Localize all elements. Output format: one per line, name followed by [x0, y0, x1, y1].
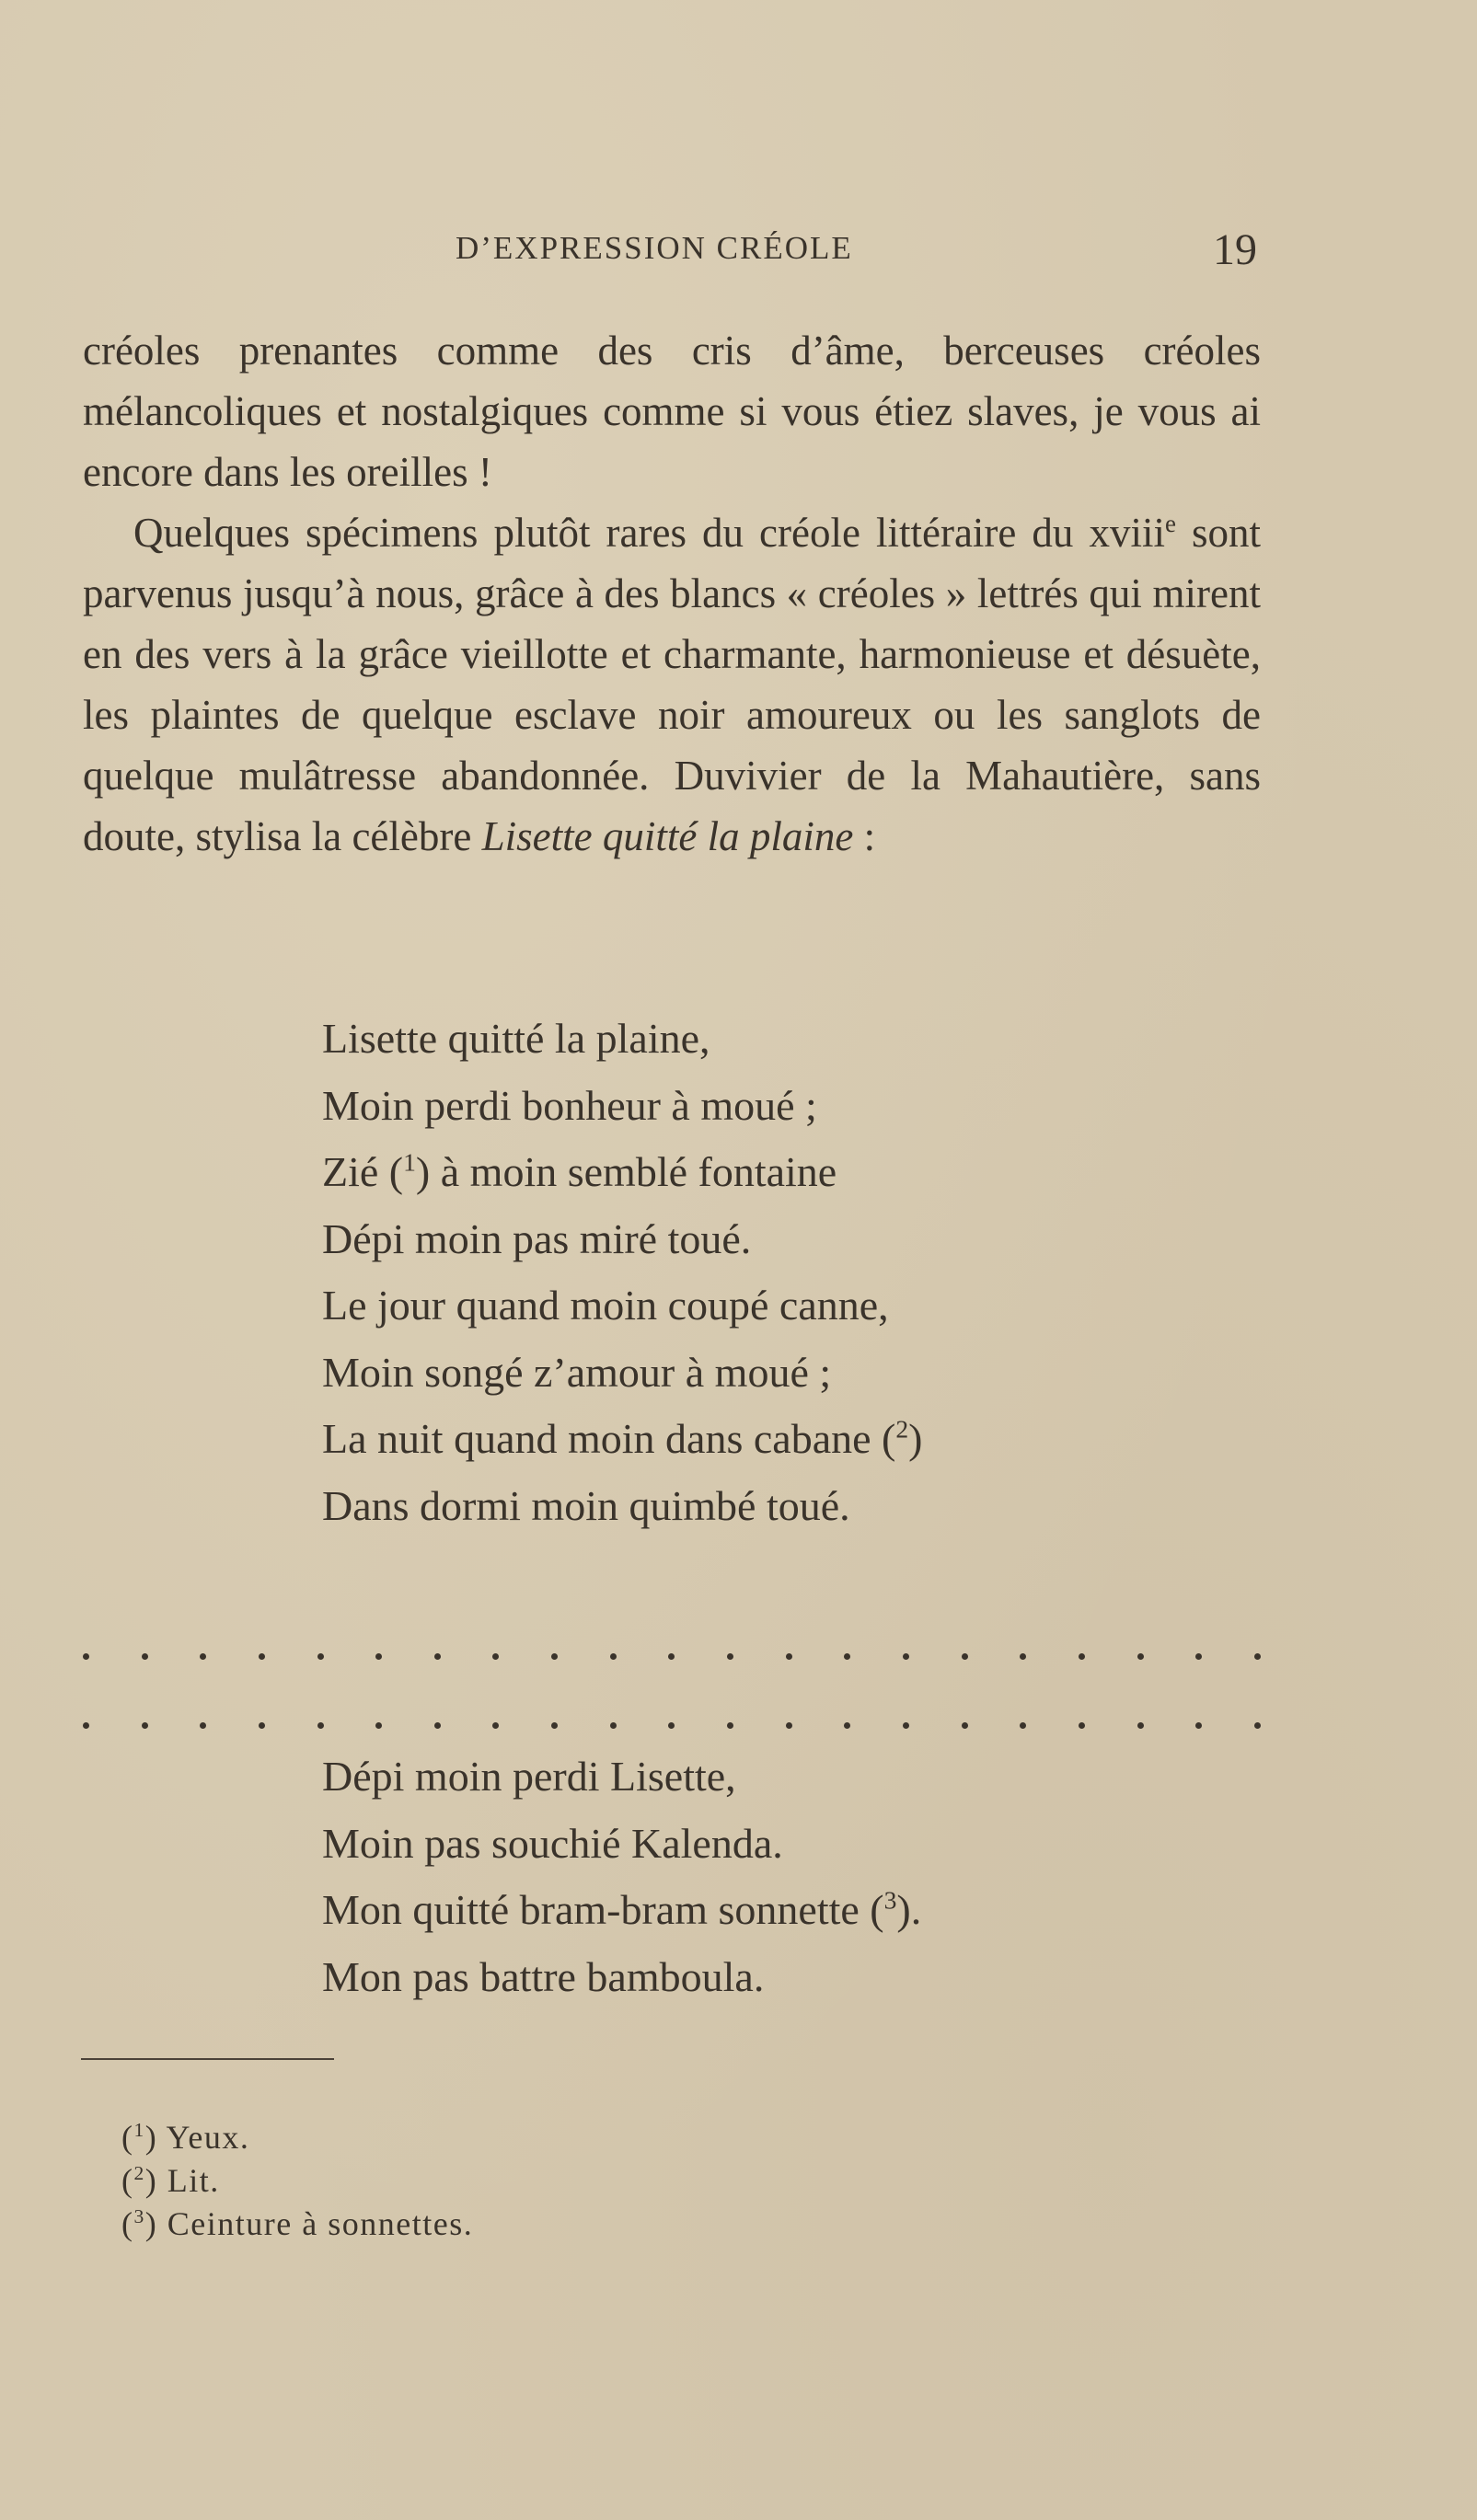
prose-body	[83, 320, 1261, 867]
verse-line: Dépi moin pas miré toué.	[322, 1214, 752, 1262]
dot	[903, 1653, 909, 1660]
dot	[200, 1653, 206, 1660]
dot	[786, 1722, 792, 1729]
verse-text: ) à moin semblé fontaine	[415, 1148, 837, 1195]
dot	[492, 1722, 499, 1729]
verse-line: Moin perdi bonheur à moué ;	[322, 1081, 817, 1129]
stanza-2	[322, 1743, 921, 2010]
footnote-mark: 3	[133, 2205, 145, 2227]
footnotes	[121, 2116, 473, 2246]
running-title: D’EXPRESSION CRÉOLE	[456, 230, 853, 266]
verse-line: Moin songé z’amour à moué ;	[322, 1348, 832, 1396]
dot	[1195, 1722, 1202, 1729]
paragraph-2-end: :	[853, 813, 876, 859]
dot	[142, 1722, 148, 1729]
footnote-mark: 1	[133, 2119, 145, 2141]
verse-text: ).	[896, 1886, 922, 1933]
verse-line: Mon pas battre bamboula.	[322, 1952, 765, 2000]
dot	[1079, 1653, 1085, 1660]
verse-line: Lisette quitté la plaine,	[322, 1015, 710, 1062]
omission-dots-row	[83, 1716, 1261, 1734]
footnote: ($^2$) Lit.	[121, 2162, 220, 2199]
paragraph-2-rest: sont parvenus jusqu’à nous, grâce à des blancs « créoles » lettrés qui mirent en des vers à la grâce vieillotte et charmante, harmonieuse et désuète, les plaintes de quelque esclave noir amoureux ou les sanglots de quelque mulâtresse abandonnée. Duvivier de la Mahautière, sans doute, stylisa la célèbre	[83, 510, 1261, 859]
dot	[903, 1722, 909, 1729]
footnote-mark: 2	[133, 2162, 145, 2184]
dot	[610, 1653, 617, 1660]
footnote-separator	[81, 2058, 334, 2060]
dot	[962, 1722, 968, 1729]
dot	[786, 1653, 792, 1660]
dot	[1195, 1653, 1202, 1660]
footnote-ref-2: 2	[895, 1414, 909, 1444]
footnote: ($^3$) Ceinture à sonnettes.	[121, 2205, 474, 2242]
dot	[1254, 1722, 1261, 1729]
dot	[962, 1653, 968, 1660]
dot	[551, 1653, 558, 1660]
dot	[259, 1653, 265, 1660]
dot	[1020, 1722, 1026, 1729]
dot	[1137, 1722, 1144, 1729]
footnote-ref-1: 1	[403, 1147, 416, 1177]
paragraph-1: créoles prenantes comme des cris d’âme, berceuses créoles mélancoliques et nostalgiques comme si vous étiez slaves, je vous ai encore dans les oreilles !	[83, 328, 1261, 495]
song-title: Lisette quitté la plaine	[481, 813, 854, 859]
dot	[1254, 1653, 1261, 1660]
dot	[492, 1653, 499, 1660]
dot	[551, 1722, 558, 1729]
verse-text: )	[908, 1415, 923, 1462]
paragraph-2	[83, 502, 1261, 867]
verse-line: Dans dormi moin quimbé toué.	[322, 1481, 850, 1529]
footnote-text: Yeux.	[166, 2119, 250, 2156]
dot	[375, 1722, 382, 1729]
dot	[727, 1653, 733, 1660]
verse-text: La nuit quand moin dans cabane (	[322, 1415, 896, 1462]
dot	[317, 1722, 324, 1729]
verse-line	[322, 1877, 921, 1944]
verse-line	[322, 1406, 922, 1473]
stanza-1	[322, 1006, 922, 1539]
dot	[83, 1653, 89, 1660]
dot	[375, 1653, 382, 1660]
footnote-text: Ceinture à sonnettes.	[167, 2205, 474, 2242]
dot	[434, 1722, 441, 1729]
dot	[434, 1653, 441, 1660]
verse-line: Le jour quand moin coupé canne,	[322, 1282, 889, 1329]
dot	[83, 1722, 89, 1729]
footnote-ref-3: 3	[883, 1885, 897, 1915]
dot	[1137, 1653, 1144, 1660]
paragraph-2-start: Quelques spécimens plutôt rares du créole littéraire du xviii	[133, 510, 1165, 556]
verse-line: Moin pas souchié Kalenda.	[322, 1819, 783, 1867]
dot	[1020, 1653, 1026, 1660]
omission-dots-row	[83, 1647, 1261, 1665]
dot	[844, 1653, 850, 1660]
running-head	[0, 225, 1477, 285]
century-superscript: e	[1164, 510, 1176, 537]
verse-line: Dépi moin perdi Lisette,	[322, 1753, 736, 1800]
dot	[142, 1653, 148, 1660]
dot	[727, 1722, 733, 1729]
dot	[668, 1722, 675, 1729]
dot	[610, 1722, 617, 1729]
verse-text: Mon quitté bram-bram sonnette (	[322, 1886, 884, 1933]
verse-text: Zié (	[322, 1148, 404, 1195]
page-number: 19	[1213, 225, 1257, 274]
dot	[200, 1722, 206, 1729]
footnote-text: Lit.	[167, 2162, 220, 2199]
footnote: ($^1$) Yeux.	[121, 2119, 250, 2156]
dot	[317, 1653, 324, 1660]
dot	[259, 1722, 265, 1729]
dot	[844, 1722, 850, 1729]
dot	[668, 1653, 675, 1660]
verse-line	[322, 1139, 922, 1206]
dot	[1079, 1722, 1085, 1729]
